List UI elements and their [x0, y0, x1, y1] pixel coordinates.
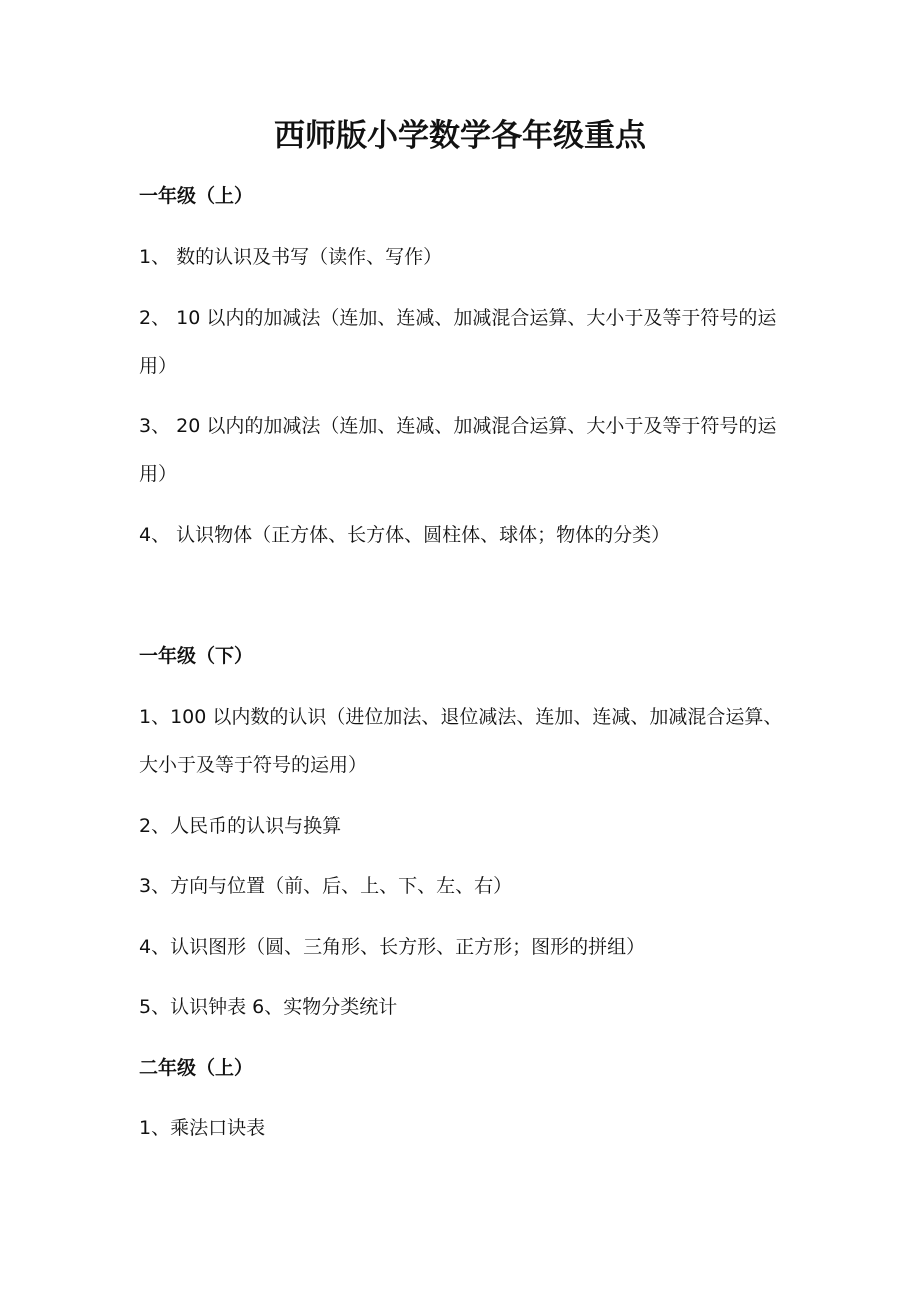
- section-heading-grade2-first: 二年级（上）: [139, 1057, 254, 1079]
- section-heading-grade1-first: 一年级（上）: [139, 185, 254, 207]
- section-heading-grade1-second: 一年级（下）: [139, 645, 254, 667]
- list-item: 2、 10 以内的加减法（连加、连减、加减混合运算、大小于及等于符号的运用）: [139, 307, 777, 377]
- list-item: 3、方向与位置（前、后、上、下、左、右）: [139, 875, 513, 897]
- list-item: 1、100 以内数的认识（进位加法、退位减法、连加、连减、加减混合运算、大小于及等于符号的运用）: [139, 706, 783, 776]
- list-item: 5、认识钟表 6、实物分类统计: [139, 996, 398, 1018]
- list-item: 1、 数的认识及书写（读作、写作）: [139, 246, 443, 268]
- list-item: 2、人民币的认识与换算: [139, 815, 342, 837]
- document-title: 西师版小学数学各年级重点: [274, 118, 646, 154]
- list-item: 4、认识图形（圆、三角形、长方形、正方形；图形的拼组）: [139, 936, 646, 958]
- list-item: 3、 20 以内的加减法（连加、连减、加减混合运算、大小于及等于符号的运用）: [139, 415, 777, 485]
- list-item: 1、乘法口诀表: [139, 1117, 266, 1139]
- list-item: 4、 认识物体（正方体、长方体、圆柱体、球体；物体的分类）: [139, 524, 671, 546]
